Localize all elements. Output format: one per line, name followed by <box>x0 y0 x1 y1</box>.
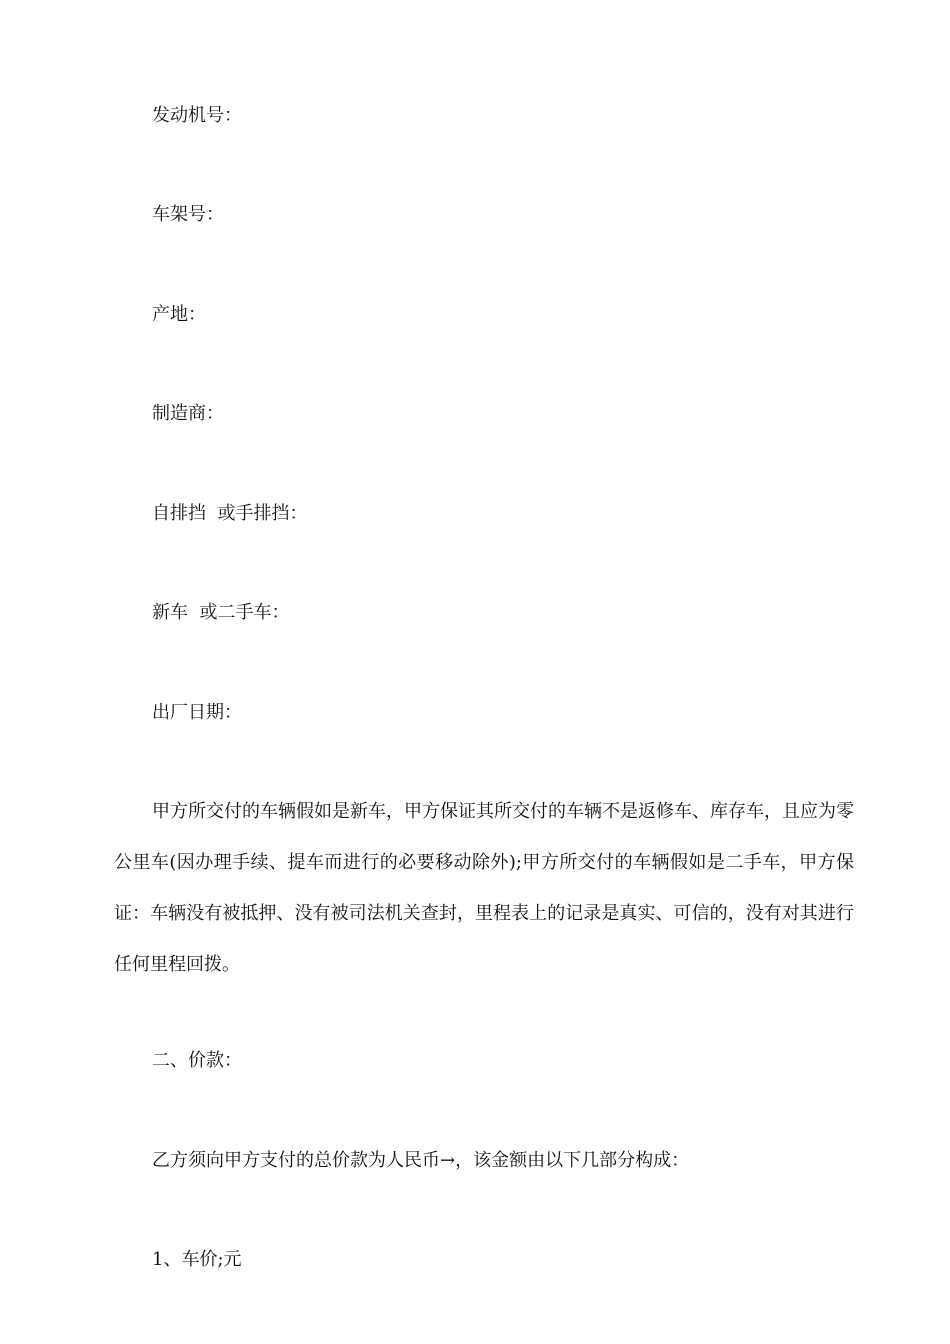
field-engine-number: 发动机号： <box>152 105 242 126</box>
field-frame-number: 车架号： <box>152 204 224 225</box>
section-price-heading: 二、价款： <box>152 1050 242 1071</box>
field-manufacturer: 制造商： <box>152 403 224 424</box>
field-manufacture-date: 出厂日期： <box>152 702 242 723</box>
field-transmission: 自排挡 或手排挡： <box>152 503 308 524</box>
field-new-or-used: 新车 或二手车： <box>152 602 290 623</box>
price-item-1: 1、车价;元 <box>152 1249 242 1270</box>
guarantee-paragraph: 甲方所交付的车辆假如是新车，甲方保证其所交付的车辆不是返修车、库存车，且应为零公里车(因办理手续、提车而进行的必要移动除外);甲方所交付的车辆假如是二手车，甲方保证：车辆没有被抵押、没有被司法机关查封，里程表上的记录是真实、可信的，没有对其进行任何里程回拨。 <box>114 801 854 975</box>
price-statement: 乙方须向甲方支付的总价款为人民币→，该金额由以下几部分构成： <box>152 1150 690 1171</box>
field-origin: 产地： <box>152 304 206 325</box>
